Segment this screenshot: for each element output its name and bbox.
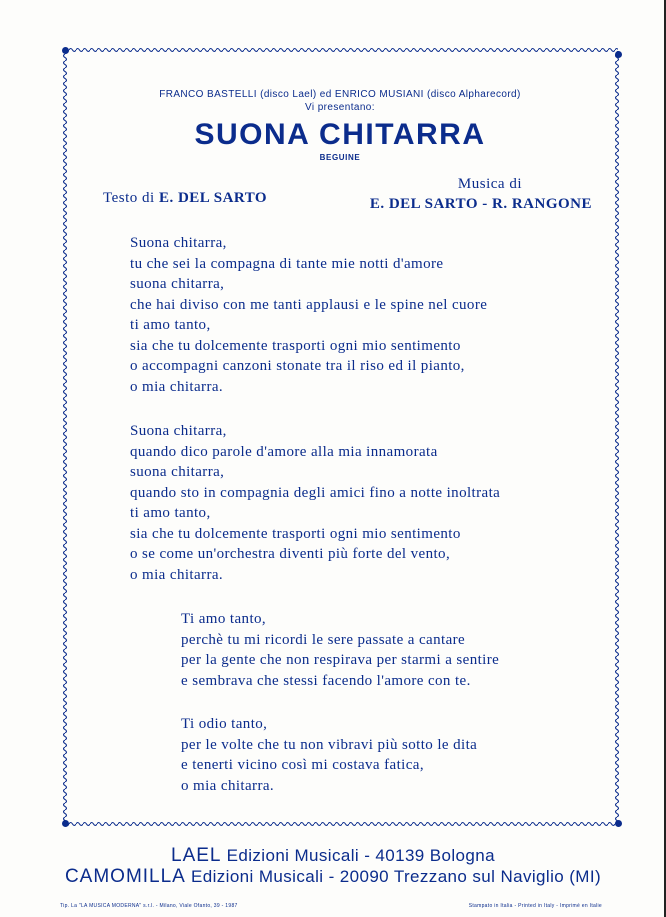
lyric-line: quando dico parole d'amore alla mia innamorata [130, 443, 438, 460]
lyric-line: o accompagni canzoni stonate tra il riso ed il pianto, [130, 358, 465, 374]
corner-dot-top-right [615, 51, 622, 58]
presents-line: Vi presentano: [305, 102, 375, 113]
stanza-4 [181, 714, 477, 796]
printed-in-italy: Stampato in Italia - Printed in Italy - Imprimé en Italie [468, 903, 602, 909]
stanza-2 [130, 421, 500, 585]
publisher-camomilla-address: Edizioni Musicali - 20090 Trezzano sul Naviglio (MI) [190, 867, 602, 886]
lyric-line: Suona chitarra, [130, 235, 227, 251]
border-bottom [66, 820, 618, 826]
stanza-1 [130, 233, 487, 397]
lyric-line: quando sto in compagnia degli amici fino a notte inoltrata [130, 484, 501, 501]
lyric-line: o mia chitarra. [181, 777, 275, 794]
song-title: SUONA CHITARRA [194, 118, 486, 151]
lyric-line: sia che tu dolcemente trasporti ogni mio sentimento [130, 337, 461, 354]
border-right [615, 51, 621, 823]
publisher-camomilla [0, 866, 666, 888]
lyric-line: Ti odio tanto, [181, 716, 268, 732]
stanza-3 [181, 609, 499, 691]
border-top [66, 48, 618, 54]
song-style: BEGUINE [319, 153, 361, 162]
lyric-line: o mia chitarra. [130, 378, 224, 395]
lyric-line: suona chitarra, [130, 464, 225, 480]
publisher-lael [0, 845, 666, 867]
lyric-line: per la gente che non respirava per starmi a sentire [181, 652, 500, 668]
presenters-block [100, 88, 580, 114]
lyric-line: o se come un'orchestra diventi più forte del vento, [130, 546, 451, 562]
lyric-line: e tenerti vicino così mi costava fatica, [181, 757, 424, 773]
publisher-camomilla-brand: CAMOMILLA [64, 866, 186, 887]
music-credit [370, 174, 592, 214]
music-authors: E. DEL SARTO - R. RANGONE [369, 196, 592, 212]
music-label: Musica di [457, 176, 522, 192]
lyric-line: per le volte che tu non vibravi più sotto le dita [181, 736, 478, 753]
presenters-line: FRANCO BASTELLI (disco Lael) ed ENRICO MUSIANI (disco Alpharecord) [159, 89, 521, 100]
lyric-line: Suona chitarra, [130, 423, 227, 439]
lyrics-author: E. DEL SARTO [158, 190, 268, 206]
printer-credit: Tip. La "LA MUSICA MODERNA" s.r.l. - Milano, Viale Ofanto, 39 - 1987 [60, 903, 238, 909]
lyric-line: perchè tu mi ricordi le sere passate a cantare [181, 631, 466, 648]
lyric-line: Ti amo tanto, [181, 611, 267, 627]
lyrics-label: Testo di [103, 190, 155, 206]
lyric-line: suona chitarra, [130, 276, 225, 292]
border-left [63, 51, 69, 823]
lyric-line: sia che tu dolcemente trasporti ogni mio sentimento [130, 525, 461, 542]
corner-dot-bottom-right [615, 820, 622, 827]
corner-dot-bottom-left [62, 820, 69, 827]
lyric-line: tu che sei la compagna di tante mie notti d'amore [130, 255, 444, 272]
lyric-line: che hai diviso con me tanti applausi e le spine nel cuore [130, 296, 488, 313]
lyric-line: ti amo tanto, [130, 505, 211, 521]
lyric-line: e sembrava che stessi facendo l'amore con te. [181, 672, 471, 689]
publisher-lael-brand: LAEL [171, 845, 222, 866]
lyric-line: ti amo tanto, [130, 317, 211, 333]
lyrics-credit [103, 190, 267, 207]
publisher-lael-address: Edizioni Musicali - 40139 Bologna [226, 846, 495, 865]
corner-dot-top-left [62, 47, 69, 54]
lyric-line: o mia chitarra. [130, 566, 224, 583]
